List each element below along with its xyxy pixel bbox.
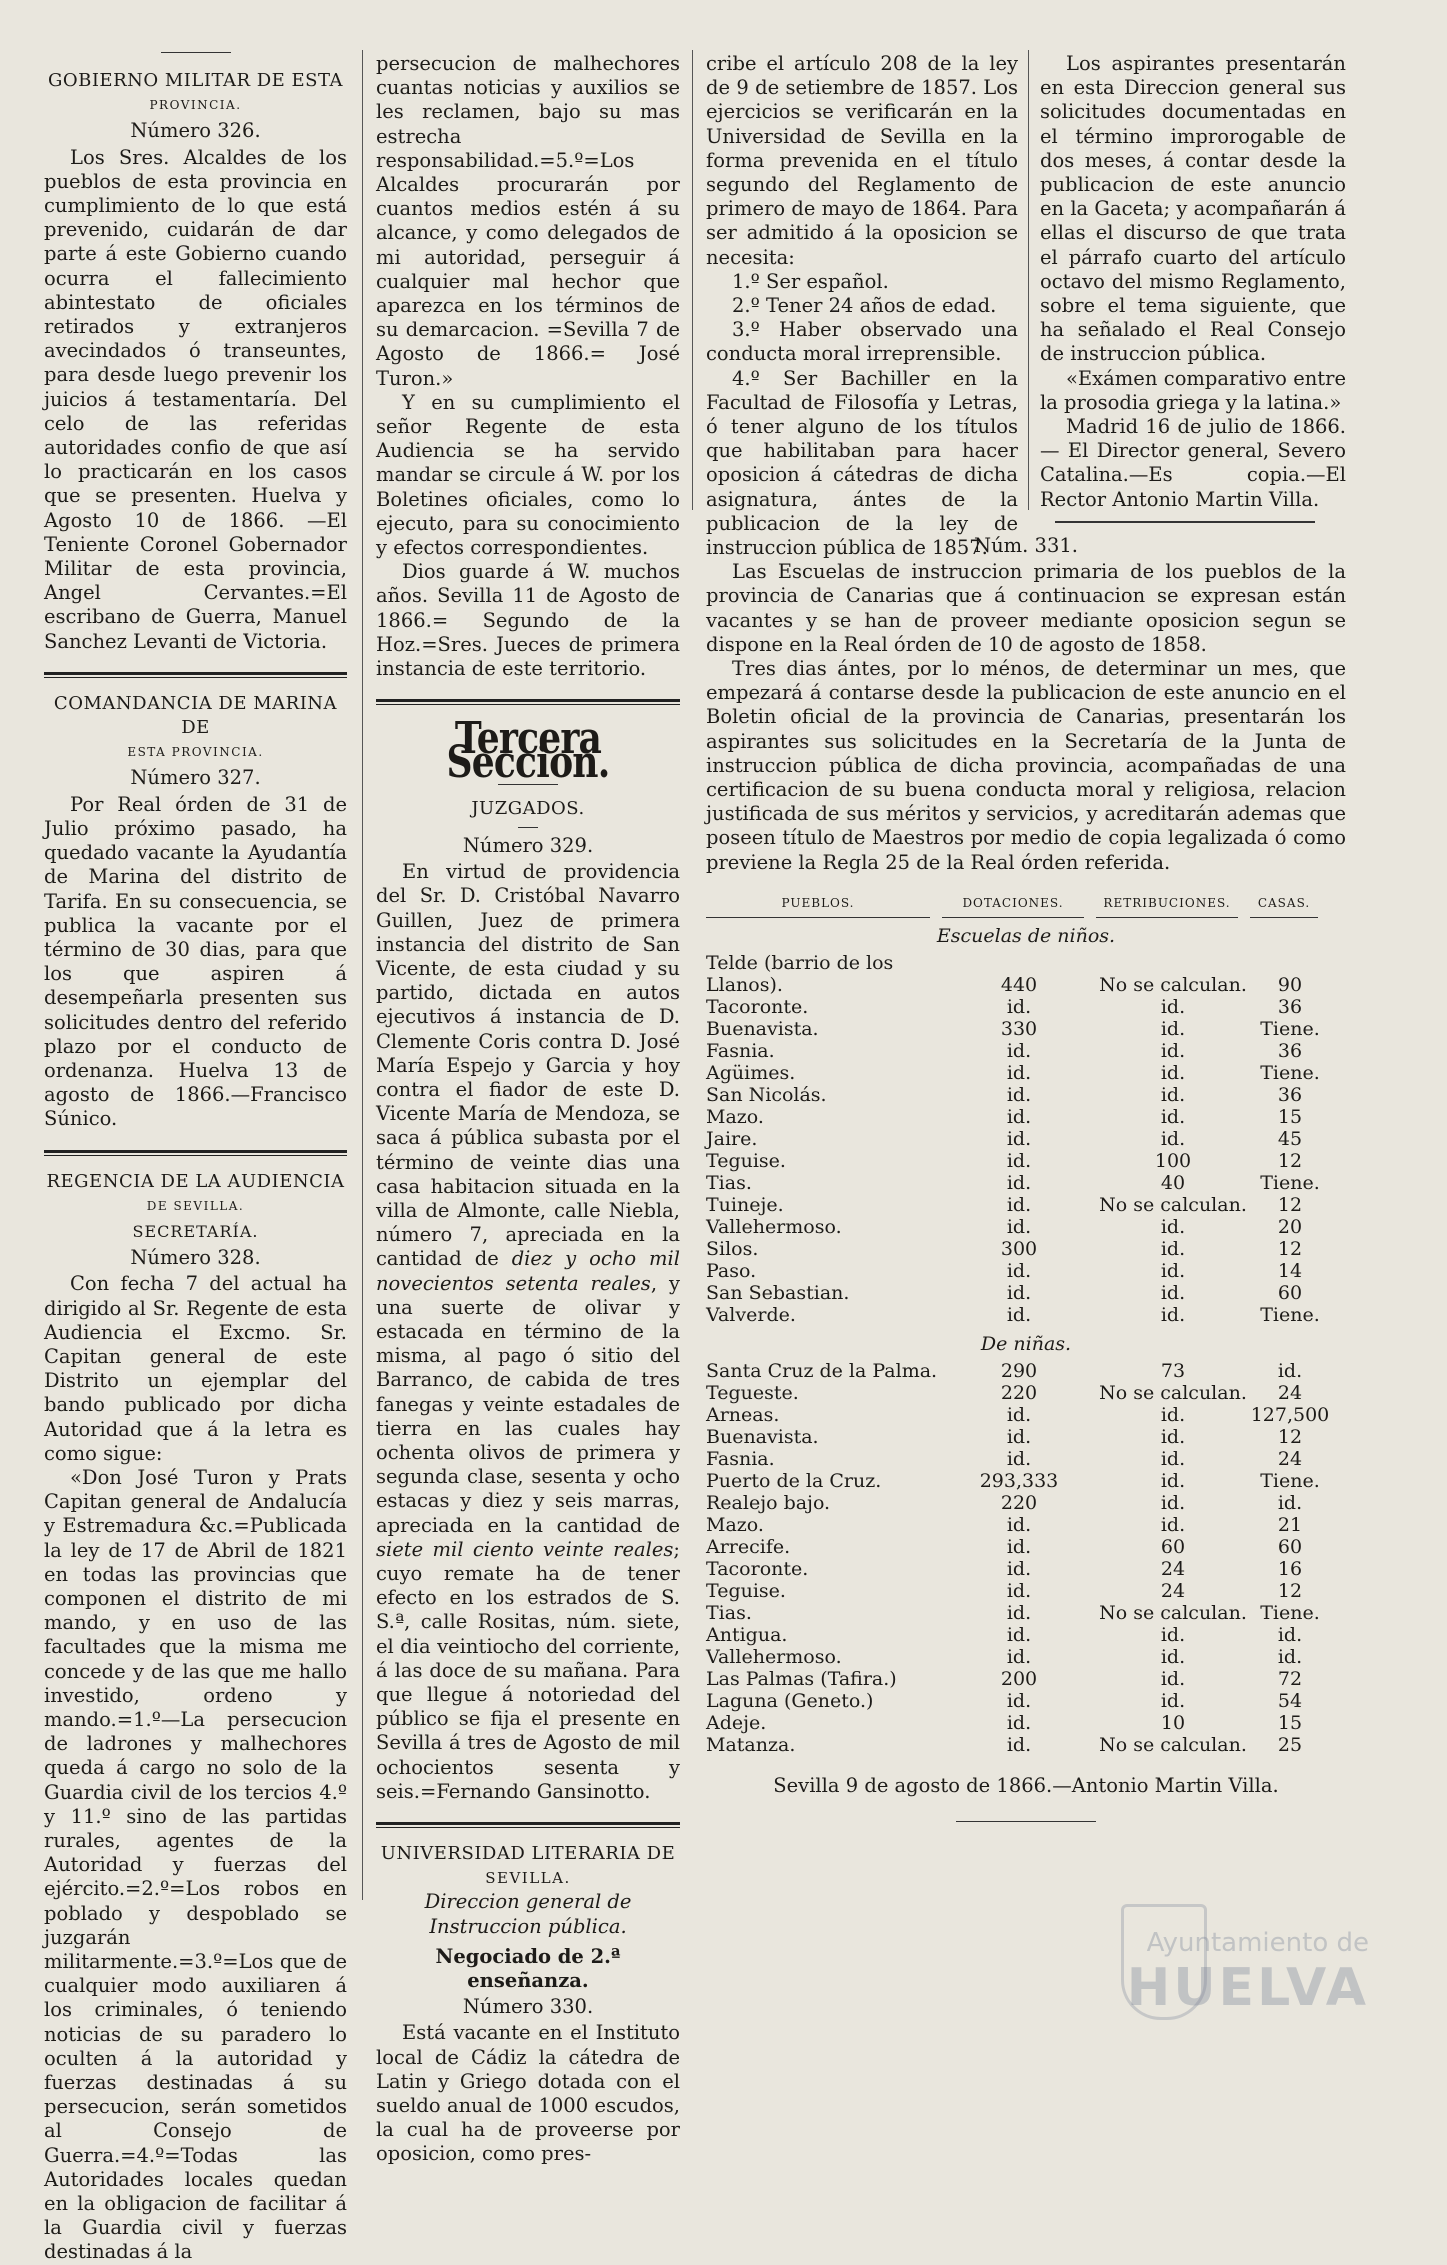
dotacion-cell: id. xyxy=(1006,1128,1032,1151)
table-row xyxy=(706,1304,1346,1326)
section-heading: COMANDANCIA DE MARINA DE xyxy=(53,692,338,739)
notice-body: Por Real órden de 31 de Julio próximo pasado, ha quedado vacante la Ayudantía de Marina del distrito de Tarifa. En su consecuencia, se publica la vacante por el término de 30 dias, para que los que aspiren á desempeñarla presenten sus solicitudes dentro del referido plazo por el conducto de ordenanza. Huelva 13 de agosto de 1866.—Francisco Súnico. xyxy=(44,792,347,1131)
dotacion-cell: id. xyxy=(1006,996,1032,1019)
schools-boys-table xyxy=(706,952,1346,1326)
pueblo-cell: Valverde. xyxy=(706,1304,796,1327)
pueblo-cell: Adeje. xyxy=(706,1712,767,1735)
casa-cell: 60 xyxy=(1277,1282,1303,1305)
archive-watermark xyxy=(1127,1928,1369,2018)
section-subheading: PROVINCIA. xyxy=(149,98,242,113)
retribucion-cell: No se calculan. xyxy=(1099,1382,1247,1405)
top-rule xyxy=(161,52,231,53)
table-row xyxy=(706,1360,1346,1382)
casa-cell: 90 xyxy=(1277,974,1303,997)
section-rule xyxy=(1055,521,1315,523)
dotacion-cell: id. xyxy=(1006,1062,1032,1085)
section-rule xyxy=(44,1150,347,1156)
dotacion-cell: id. xyxy=(1006,1690,1032,1713)
notice-number: Número 326. xyxy=(130,119,261,143)
table-row xyxy=(706,1712,1346,1734)
dotacion-cell: 290 xyxy=(1000,1360,1038,1383)
casa-cell: 21 xyxy=(1277,1514,1303,1537)
casa-cell: id. xyxy=(1277,1492,1303,1515)
requirement: 3.º Haber observado una conducta moral irreprensible. xyxy=(706,318,1018,366)
dotacion-cell: id. xyxy=(1006,1260,1032,1283)
notice-331 xyxy=(706,532,1346,1822)
retribucion-cell: id. xyxy=(1160,1624,1186,1647)
pueblo-cell: Vallehermoso. xyxy=(706,1646,842,1669)
casa-cell: 16 xyxy=(1277,1558,1303,1581)
section-subheading: DE SEVILLA. xyxy=(146,1198,245,1213)
notice-number: Número 329. xyxy=(462,833,594,857)
casa-cell: 12 xyxy=(1277,1580,1303,1603)
notice-body: Los aspirantes presentarán en esta Direccion general sus solicitudes documentadas en el término improrogable de dos meses, á contar desde la publicacion de este anuncio en la Gaceta; y acompañarán á ellas el discurso de que trata el párrafo cuarto del artículo octavo del mismo Reglamento, sobre el tema siguiente, que ha señalado el Real Consejo de instruccion pública. xyxy=(1040,52,1346,366)
casa-cell: 15 xyxy=(1277,1712,1303,1735)
table-row xyxy=(706,1514,1346,1536)
dotacion-cell: id. xyxy=(1006,1172,1032,1195)
pueblo-cell: Arrecife. xyxy=(706,1536,791,1559)
notice-body: «Exámen comparativo entre la prosodia griega y la latina.» xyxy=(1040,366,1346,414)
table-row xyxy=(706,1404,1346,1426)
casa-cell: id. xyxy=(1277,1624,1303,1647)
pueblo-cell: Arneas. xyxy=(706,1404,780,1427)
retribucion-cell: 24 xyxy=(1160,1580,1186,1603)
table-row xyxy=(706,1624,1346,1646)
dotacion-cell: 300 xyxy=(1000,1238,1038,1261)
pueblo-cell: San Nicolás. xyxy=(706,1084,827,1107)
casa-cell: Tiene. xyxy=(1260,1602,1320,1625)
pueblo-cell: Silos. xyxy=(706,1238,759,1261)
dotacion-cell: id. xyxy=(1006,1404,1032,1427)
retribucion-cell: 24 xyxy=(1160,1558,1186,1581)
pueblo-cell: Realejo bajo. xyxy=(706,1492,831,1515)
retribucion-cell: 40 xyxy=(1160,1172,1186,1195)
dotacion-cell: id. xyxy=(1006,1282,1032,1305)
retribucion-cell: id. xyxy=(1160,1040,1186,1063)
section-title: Tercera Seccion. xyxy=(446,713,610,789)
notice-body xyxy=(376,860,680,1804)
casa-cell: Tiene. xyxy=(1260,1470,1320,1493)
casa-cell: Tiene. xyxy=(1260,1304,1320,1327)
section-heading: JUZGADOS. xyxy=(471,797,585,819)
pueblo-cell: Vallehermoso. xyxy=(706,1216,842,1239)
notice-body: Madrid 16 de julio de 1866.— El Director general, Severo Catalina.—Es copia.—El Rector Antonio Martin Villa. xyxy=(1040,415,1346,511)
pueblo-cell: Puerto de la Cruz. xyxy=(706,1470,882,1493)
watermark-line: HUELVA xyxy=(1126,1958,1369,2018)
dotacion-cell: id. xyxy=(1006,1536,1032,1559)
notice-amount: diez y ocho mil novecientos setenta reales xyxy=(376,1247,681,1295)
dotacion-cell: 220 xyxy=(1000,1382,1038,1405)
table-row xyxy=(706,1260,1346,1282)
casa-cell: 20 xyxy=(1277,1216,1303,1239)
retribucion-cell: No se calculan. xyxy=(1099,1734,1247,1757)
table-row xyxy=(706,1580,1346,1602)
pueblo-cell: Fasnia. xyxy=(706,1040,775,1063)
pueblo-cell: Las Palmas (Tafira.) xyxy=(706,1668,897,1691)
dotacion-cell: id. xyxy=(1006,1304,1032,1327)
section-rule xyxy=(376,699,680,705)
column-header: RETRIBUCIONES. xyxy=(1096,891,1238,918)
pueblo-cell: Antigua. xyxy=(706,1624,788,1647)
dotacion-cell: id. xyxy=(1006,1734,1032,1757)
casa-cell: 72 xyxy=(1277,1668,1303,1691)
dotacion-cell: id. xyxy=(1006,1514,1032,1537)
dotacion-cell: id. xyxy=(1006,1106,1032,1129)
table-row xyxy=(706,1536,1346,1558)
pueblo-cell: Tias. xyxy=(706,1172,752,1195)
pueblo-cell: Mazo. xyxy=(706,1106,764,1129)
table-row xyxy=(706,1062,1346,1084)
schools-girls-table xyxy=(706,1360,1346,1756)
dotacion-cell: id. xyxy=(1006,1712,1032,1735)
notice-body: cribe el artículo 208 de la ley de 9 de setiembre de 1857. Los ejercicios se verificarán en la Universidad de Sevilla en la forma prevenida en el título segundo del Reglamento de primero de mayo de 1864. Para ser admitido á la oposicion se necesita: xyxy=(706,52,1018,269)
dotacion-cell: id. xyxy=(1006,1602,1032,1625)
table-header xyxy=(706,891,1346,918)
casa-cell: 12 xyxy=(1277,1150,1303,1173)
dotacion-cell: id. xyxy=(1006,1194,1032,1217)
column-1 xyxy=(44,52,347,2265)
casa-cell: Tiene. xyxy=(1260,1172,1320,1195)
retribucion-cell: id. xyxy=(1160,1238,1186,1261)
requirement: 1.º Ser español. xyxy=(732,269,889,293)
retribucion-cell: 100 xyxy=(1154,1150,1192,1173)
notice-number: Número 328. xyxy=(130,1246,261,1270)
dotacion-cell: id. xyxy=(1006,1084,1032,1107)
notice-amount: siete mil ciento veinte reales xyxy=(376,1537,674,1561)
casa-cell: 45 xyxy=(1277,1128,1303,1151)
casa-cell: 15 xyxy=(1277,1106,1303,1129)
requirement: 2.º Tener 24 años de edad. xyxy=(732,294,997,318)
pueblo-cell: Teguise. xyxy=(706,1150,786,1173)
pueblo-cell: Agüimes. xyxy=(706,1062,796,1085)
retribucion-cell: id. xyxy=(1160,1690,1186,1713)
negociado-label: Negociado de 2.ª enseñanza. xyxy=(435,1944,621,1993)
requirement: 4.º Ser Bachiller en la Facultad de Filosofía y Letras, ó tener alguno de los títulos que habilitaban para hacer oposicion á cátedras de dicha asignatura, ántes de la publicacion de la ley de instruccion pública de 1857. xyxy=(706,366,1018,560)
retribucion-cell: id. xyxy=(1160,1216,1186,1239)
table-row xyxy=(706,1018,1346,1040)
dotacion-cell: id. xyxy=(1006,1580,1032,1603)
notice-number: Número 327. xyxy=(130,766,261,790)
casa-cell: 127,500 xyxy=(1250,1404,1330,1427)
table-row xyxy=(706,1690,1346,1712)
retribucion-cell: id. xyxy=(1160,1018,1186,1041)
notice-body: Tres dias ántes, por lo ménos, de determinar un mes, que empezará á contarse desde la publicacion de este anuncio en el Boletin oficial de la provincia de Canarias, presentarán los aspirantes sus solicitudes en la Secretaría de la Junta de instruccion pública de dicha provincia, acompañadas de una certificacion de su buena conducta moral y religiosa, relacion justificada de sus méritos y servicios, y acreditarán ademas que poseen título de Maestros por medio de copia legalizada ó como previene la Regla 25 de la Real órden referida. xyxy=(706,657,1346,874)
pueblo-cell: Laguna (Geneto.) xyxy=(706,1690,874,1713)
table-row xyxy=(706,1382,1346,1404)
pueblo-cell: Tias. xyxy=(706,1602,752,1625)
notice-body: Y en su cumplimiento el señor Regente de esta Audiencia se ha servido mandar se circule á W. por los Boletines oficiales, como lo ejecuto, para su conocimiento y efectos correspondientes. xyxy=(376,390,680,560)
pueblo-cell: Jaire. xyxy=(706,1128,758,1151)
casa-cell: id. xyxy=(1277,1360,1303,1383)
casa-cell: 36 xyxy=(1277,1040,1303,1063)
section-heading: UNIVERSIDAD LITERARIA DE xyxy=(380,1843,676,1865)
notice-number: Núm. 331. xyxy=(974,534,1078,557)
table-row xyxy=(706,1238,1346,1260)
notice-body: Los Sres. Alcaldes de los pueblos de esta provincia en cumplimiento de lo que está prevenido, cuidarán de dar parte á este Gobierno cuando ocurra el fallecimiento abintestato de oficiales retirados y extranjeros avecindados ó transeuntes, para desde luego prevenir los juicios á testamentaría. Del celo de las referidas autoridades confio de que así lo practicarán en los casos que se presenten. Huelva y Agosto 10 de 1866. —El Teniente Coronel Gobernador Militar de esta provincia, Angel Cervantes.=El escribano de Guerra, Manuel Sanchez Levanti de Victoria. xyxy=(44,145,347,653)
dotacion-cell: 200 xyxy=(1000,1668,1038,1691)
retribucion-cell: id. xyxy=(1160,996,1186,1019)
pueblo-cell: Tacoronte. xyxy=(706,1558,809,1581)
dotacion-cell: id. xyxy=(1006,1040,1032,1063)
pueblo-cell: Tegueste. xyxy=(706,1382,799,1405)
secretaria-label: SECRETARÍA. xyxy=(132,1221,259,1241)
dotacion-cell: id. xyxy=(1006,1216,1032,1239)
table-row xyxy=(706,1106,1346,1128)
section-rule xyxy=(44,672,347,678)
table-row xyxy=(706,1470,1346,1492)
retribucion-cell: 10 xyxy=(1160,1712,1186,1735)
casa-cell: 12 xyxy=(1277,1194,1303,1217)
casa-cell: 14 xyxy=(1277,1260,1303,1283)
notice-body: persecucion de malhechores cuantas noticias y auxilios se les reclamen, bajo su mas estrecha responsabilidad.=5.º=Los Alcaldes procurarán por cuantos medios estén á su alcance, y como delegados de mi autoridad, perseguir á cualquier mal hechor que aparezca en los términos de su demarcacion. =Sevilla 7 de Agosto de 1866.= José Turon.» xyxy=(376,52,680,390)
table-row xyxy=(706,1426,1346,1448)
casa-cell: 12 xyxy=(1277,1238,1303,1261)
notice-body: Está vacante en el Instituto local de Cádiz la cátedra de Latin y Griego dotada con el sueldo anual de 1000 escudos, la cual ha de proveerse por oposicion, como pres- xyxy=(376,2021,680,2166)
retribucion-cell: id. xyxy=(1160,1448,1186,1471)
pueblo-cell: Buenavista. xyxy=(706,1018,819,1041)
retribucion-cell: id. xyxy=(1160,1128,1186,1151)
dotacion-cell: id. xyxy=(1006,1624,1032,1647)
notice-signature: Sevilla 9 de agosto de 1866.—Antonio Martin Villa. xyxy=(773,1774,1279,1798)
casa-cell: 12 xyxy=(1277,1426,1303,1449)
retribucion-cell: id. xyxy=(1160,1062,1186,1085)
dotacion-cell: id. xyxy=(1006,1448,1032,1471)
section-rule xyxy=(376,1822,680,1828)
column-header: CASAS. xyxy=(1250,891,1318,918)
dotacion-cell: 440 xyxy=(1000,974,1038,997)
table-row xyxy=(706,1128,1346,1150)
column-divider xyxy=(362,50,363,1900)
retribucion-cell: No se calculan. xyxy=(1099,1194,1247,1217)
dotacion-cell: id. xyxy=(1006,1150,1032,1173)
table-group-heading: Escuelas de niños. xyxy=(936,925,1116,948)
pueblo-cell: Tacoronte. xyxy=(706,996,809,1019)
table-row xyxy=(706,996,1346,1018)
table-row xyxy=(706,1602,1346,1624)
dotacion-cell: id. xyxy=(1006,1646,1032,1669)
end-rule xyxy=(956,1821,1096,1822)
notice-text: En virtud de providencia del Sr. D. Cristóbal Navarro Guillen, Juez de primera instancia del distrito de San Vicente, de esta ciudad y su partido, dictada en autos ejecutivos á instancia de D. Clemente Coris contra D. José María Espejo y Garcia y hoy contra el fiador de este D. Vicente María de Mendoza, se saca á pública subasta por el término de veinte dias una casa habitacion situada en la villa de Almonte, calle Niebla, número 7, apreciada en la cantidad de xyxy=(376,860,680,1271)
table-row xyxy=(706,1282,1346,1304)
notice-number: Número 330. xyxy=(462,1995,594,2019)
retribucion-cell: id. xyxy=(1160,1282,1186,1305)
casa-cell: 24 xyxy=(1277,1448,1303,1471)
retribucion-cell: id. xyxy=(1160,1106,1186,1129)
column-4 xyxy=(1040,52,1346,512)
table-row xyxy=(706,952,1346,996)
dotacion-cell: 293,333 xyxy=(979,1470,1059,1493)
watermark-line: Ayuntamiento de xyxy=(1146,1928,1369,1958)
casa-cell: 24 xyxy=(1277,1382,1303,1405)
pueblo-cell: Paso. xyxy=(706,1260,757,1283)
table-row xyxy=(706,1668,1346,1690)
section-subheading: SEVILLA. xyxy=(485,1869,571,1888)
retribucion-cell: id. xyxy=(1160,1646,1186,1669)
section-heading: GOBIERNO MILITAR DE ESTA xyxy=(47,70,344,91)
notice-body: «Don José Turon y Prats Capitan general de Andalucía y Estremadura &c.=Publicada la ley de 17 de Abril de 1821 en todas las provincias que componen el distrito de mi mando, y en uso de las facultades que la misma me concede y de las que me hallo investido, ordeno y mando.=1.º—La persecucion de ladrones y malhechores queda á cargo no solo de la Guardia civil de los tercios 4.º y 11.º sino de las partidas rurales, agentes de la Autoridad y fuerzas del ejército.=2.º=Los robos en poblado y despoblado se juzgarán militarmente.=3.º=Los que de cualquier modo auxiliaren á los criminales, ó teniendo noticias de su paradero lo oculten á la autoridad y fuerzas destinadas á su persecucion, serán sometidos al Consejo de Guerra.=4.º=Todas las Autoridades locales quedan en la obligacion de facilitar á la Guardia civil y fuerzas destinadas á la xyxy=(44,1465,347,2264)
section-subheading: ESTA PROVINCIA. xyxy=(127,745,264,760)
casa-cell: Tiene. xyxy=(1260,1018,1320,1041)
retribucion-cell: No se calculan. xyxy=(1099,1602,1247,1625)
retribucion-cell: id. xyxy=(1160,1514,1186,1537)
notice-text: ; cuyo remate ha de tener efecto en los estrados de S. S.ª, calle Rositas, núm. siete, el dia veintiocho del corriente, á las doce de su mañana. Para que llegue á notoriedad del público se fija el presente en Sevilla á tres de Agosto de mil ochocientos sesenta y seis.=Fernando Gansinotto. xyxy=(376,1537,680,1803)
column-divider xyxy=(692,50,693,510)
section-heading: REGENCIA DE LA AUDIENCIA xyxy=(46,1170,345,1192)
ornament-rule xyxy=(518,827,538,828)
retribucion-cell: id. xyxy=(1160,1492,1186,1515)
notice-body: Las Escuelas de instruccion primaria de los pueblos de la provincia de Canarias que á continuacion se expresan están vacantes y se han de proveer mediante oposicion segun se dispone en la Real órden de 10 de agosto de 1858. xyxy=(706,560,1346,656)
column-divider xyxy=(1028,50,1029,510)
table-row xyxy=(706,1448,1346,1470)
table-row xyxy=(706,1150,1346,1172)
retribucion-cell: 60 xyxy=(1160,1536,1186,1559)
table-row xyxy=(706,1492,1346,1514)
pueblo-cell: Buenavista. xyxy=(706,1426,819,1449)
pueblo-cell: Tuineje. xyxy=(706,1194,784,1217)
table-row xyxy=(706,1646,1346,1668)
notice-text: , y una suerte de olivar y estacada en término de la misma, al pago ó sitio del Barranco, de cabida de tres fanegas y veinte estadales de tierra en las cuales hay ochenta olivos de primera y segunda clase, sesenta y ocho estacas y diez y seis marras, apreciada en la cantidad de xyxy=(376,1271,680,1537)
table-row xyxy=(706,1084,1346,1106)
dotacion-cell: id. xyxy=(1006,1558,1032,1581)
retribucion-cell: id. xyxy=(1160,1260,1186,1283)
retribucion-cell: id. xyxy=(1160,1084,1186,1107)
casa-cell: 36 xyxy=(1277,996,1303,1019)
pueblo-cell: Santa Cruz de la Palma. xyxy=(706,1360,938,1383)
table-row xyxy=(706,1172,1346,1194)
casa-cell: id. xyxy=(1277,1646,1303,1669)
column-2 xyxy=(376,52,680,2167)
notice-body: Dios guarde á W. muchos años. Sevilla 11 de Agosto de 1866.= Segundo de la Hoz.=Sres. Jueces de primera instancia de este territorio. xyxy=(376,560,680,681)
retribucion-cell: 73 xyxy=(1160,1360,1186,1383)
directorate-label: Direccion general de Instruccion pública. xyxy=(424,1890,632,1938)
retribucion-cell: id. xyxy=(1160,1426,1186,1449)
column-3 xyxy=(706,52,1018,560)
retribucion-cell: id. xyxy=(1160,1470,1186,1493)
casa-cell: Tiene. xyxy=(1260,1062,1320,1085)
retribucion-cell: id. xyxy=(1160,1404,1186,1427)
table-row xyxy=(706,1558,1346,1580)
retribucion-cell: id. xyxy=(1160,1304,1186,1327)
pueblo-cell: Teguise. xyxy=(706,1580,786,1603)
pueblo-cell: Telde (barrio de los Llanos). xyxy=(706,952,894,997)
dotacion-cell: 220 xyxy=(1000,1492,1038,1515)
pueblo-cell: San Sebastian. xyxy=(706,1282,850,1305)
casa-cell: 54 xyxy=(1277,1690,1303,1713)
dotacion-cell: 330 xyxy=(1000,1018,1038,1041)
notice-body: Con fecha 7 del actual ha dirigido al Sr. Regente de esta Audiencia el Excmo. Sr. Capitan general de este Distrito un ejemplar del bando publicado por dicha Autoridad que á la letra es como sigue: xyxy=(44,1272,347,1465)
dotacion-cell: id. xyxy=(1006,1426,1032,1449)
casa-cell: 36 xyxy=(1277,1084,1303,1107)
table-row xyxy=(706,1216,1346,1238)
table-group-heading: De niñas. xyxy=(980,1333,1072,1356)
pueblo-cell: Fasnia. xyxy=(706,1448,775,1471)
table-row xyxy=(706,1194,1346,1216)
pueblo-cell: Mazo. xyxy=(706,1514,764,1537)
casa-cell: 60 xyxy=(1277,1536,1303,1559)
pueblo-cell: Matanza. xyxy=(706,1734,796,1757)
table-row xyxy=(706,1734,1346,1756)
column-header: PUEBLOS. xyxy=(706,891,930,918)
casa-cell: 25 xyxy=(1277,1734,1303,1757)
retribucion-cell: No se calculan. xyxy=(1099,974,1247,997)
table-row xyxy=(706,1040,1346,1062)
column-header: DOTACIONES. xyxy=(942,891,1084,918)
retribucion-cell: id. xyxy=(1160,1668,1186,1691)
